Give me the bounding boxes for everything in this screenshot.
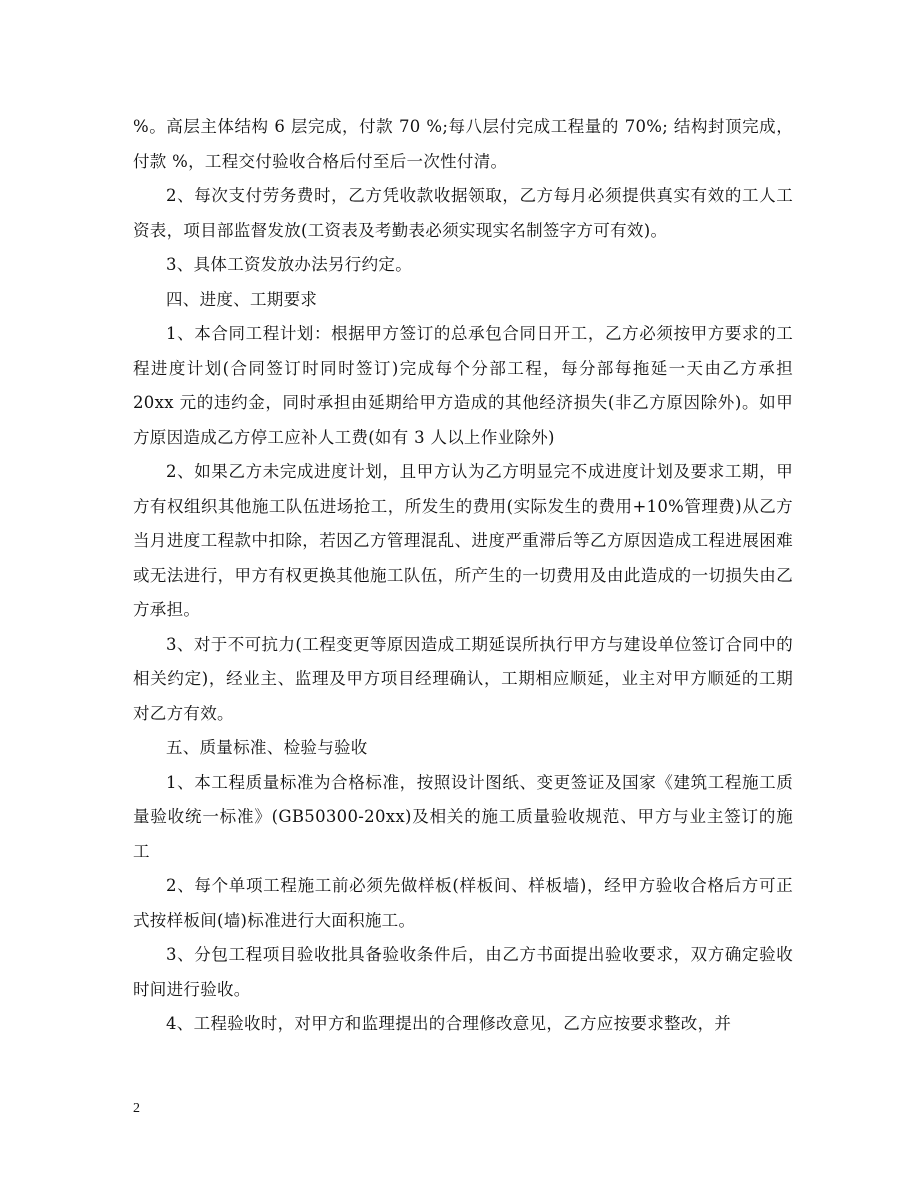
paragraph-quality-standard: 1、本工程质量标准为合格标准，按照设计图纸、变更签证及国家《建筑工程施工质量验收统一标准》(GB50300-20xx)及相关的施工质量验收规范、甲方与业主签订的施工 [133,772,793,861]
section-heading-quality: 五、质量标准、检验与验收 [166,738,368,757]
paragraph-acceptance-request: 3、分包工程项目验收批具备验收条件后，由乙方书面提出验收要求，双方确定验收时间进行验收。 [133,945,793,999]
paragraph-schedule-delay: 2、如果乙方未完成进度计划，且甲方认为乙方明显完不成进度计划及要求工期，甲方有权组织其他施工队伍进场抢工，所发生的费用(实际发生的费用+10%管理费)从乙方当月进度工程款中扣除，若因乙方管理混乱、进度严重滞后等乙方原因造成工程进展困难或无法进行，甲方有权更换其他施工队伍，所产生的一切费用及由此造成的一切损失由乙方承担。 [133,462,793,619]
page-number: 2 [133,1101,140,1116]
paragraph-wage-method: 3、具体工资发放办法另行约定。 [166,255,412,274]
document-body [133,110,793,1042]
paragraph-labor-payment: 2、每次支付劳务费时，乙方凭收款收据领取，乙方每月必须提供真实有效的工人工资表，项目部监督发放(工资表及考勤表必须实现实名制签字方可有效)。 [133,186,793,240]
paragraph-force-majeure: 3、对于不可抗力(工程变更等原因造成工期延误所执行甲方与建设单位签订合同中的相关约定)，经业主、监理及甲方项目经理确认，工期相应顺延，业主对甲方顺延的工期对乙方有效。 [133,634,793,723]
paragraph-acceptance-rectify: 4、工程验收时，对甲方和监理提出的合理修改意见，乙方应按要求整改，并 [166,1014,732,1033]
paragraph-schedule-plan: 1、本合同工程计划：根据甲方签订的总承包合同日开工，乙方必须按甲方要求的工程进度计划(合同签订时同时签订)完成每个分部工程，每分部每拖延一天由乙方承担 20xx 元的违约金，同时承担由延期给甲方造成的其他经济损失(非乙方原因除外)。如甲方原因造成乙方停工应补人工费(如有 3 人以上作业除外) [133,324,793,447]
section-heading-schedule: 四、进度、工期要求 [166,289,318,309]
paragraph-payment-schedule: %。高层主体结构 6 层完成，付款 70 %;每八层付完成工程量的 70%; 结构封顶完成，付款 %，工程交付验收合格后付至后一次性付清。 [133,117,793,171]
paragraph-sample-work: 2、每个单项工程施工前必须先做样板(样板间、样板墙)，经甲方验收合格后方可正式按样板间(墙)标准进行大面积施工。 [133,876,793,930]
